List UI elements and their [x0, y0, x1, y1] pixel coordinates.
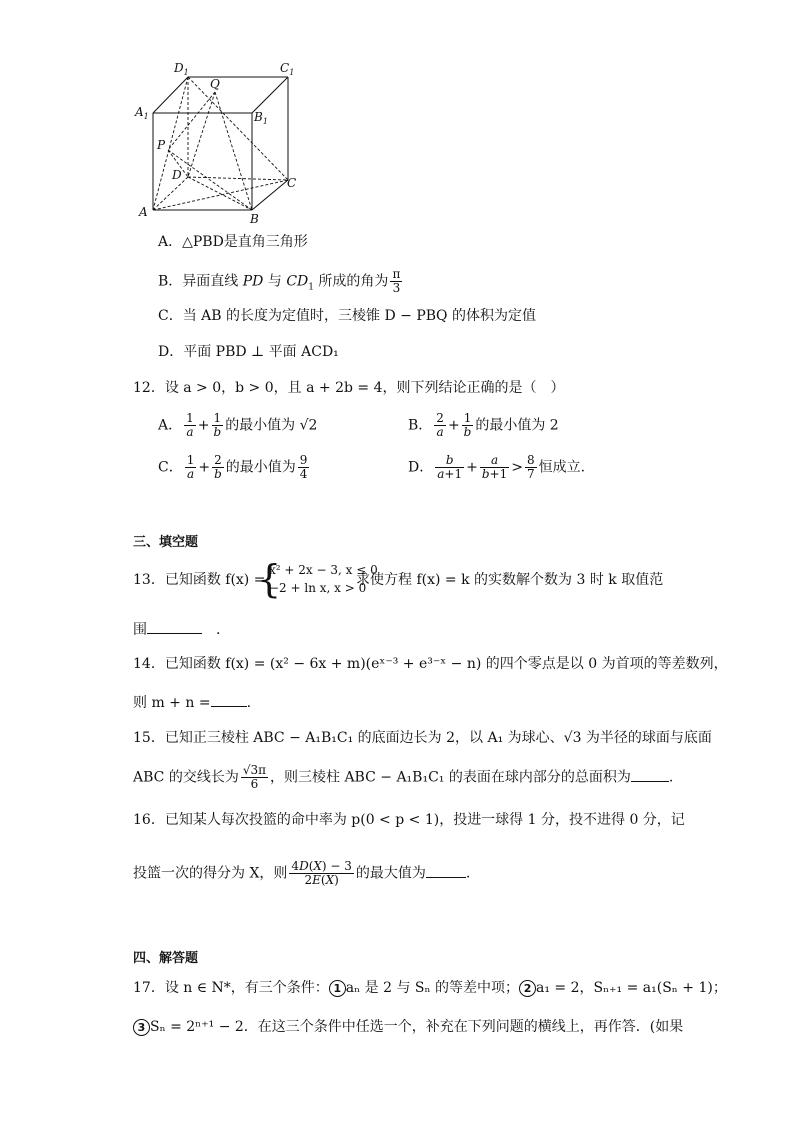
q17-line2: 3 Sₙ = 2ⁿ⁺¹ − 2．在这三个条件中任选一个，补充在下列问题的横线上，再作答．(如果	[133, 1017, 683, 1037]
section-heading-fill-in: 三、填空题	[133, 535, 199, 550]
q15-line1: 15．已知正三棱柱 ABC − A₁B₁C₁ 的底面边长为 2，以 A₁ 为球心、√3 为半径的球面与底面	[133, 730, 712, 746]
label-A: A	[139, 205, 148, 219]
q15-line2: ABC 的交线长为 $\frac{√3\pi}{6}$ ，则三棱柱 ABC − A₁B₁C₁ 的表面在球内部分的总面积为 .	[133, 763, 674, 791]
label-B1: $B_1$	[254, 110, 268, 126]
q14-line2: 则 m + n = .	[133, 692, 251, 713]
q17-line1: 17．设 n ∈ N*，有三个条件： 1 aₙ 是 2 与 Sₙ 的等差中项； 2 a₁ = 2，Sₙ₊₁ = a₁(Sₙ + 1)；	[133, 980, 727, 996]
q12-stem: 12．设 a > 0，b > 0，且 a + 2b = 4，则下列结论正确的是（ ）	[133, 380, 565, 396]
q14-line1: 14．已知函数 f(x) = (x² − 6x + m)(eˣ⁻³ + e³⁻ˣ − n) 的四个零点是以 0 为首项的等差数列，	[133, 656, 728, 672]
q11-option-d: D．平面 PBD ⊥ 平面 ACD₁	[158, 344, 339, 360]
answer-blank	[426, 863, 466, 878]
q12-option-d: D． $\frac{b}{a+1}$ + $\frac{a}{b+1}$ > $\frac{8}{7}$ 恒成立.	[408, 453, 586, 481]
q13-line1: 13．已知函数 f(x) =	[133, 572, 266, 588]
fraction-pi-3: $\frac{\pi}{3}$	[392, 267, 401, 295]
q13-line2: 围 .	[133, 619, 220, 640]
q13-line1-post: 求使方程 f(x) = k 的实数解个数为 3 时 k 取值范	[356, 572, 664, 588]
circled-number-2: 2	[519, 980, 536, 997]
answer-blank	[211, 692, 247, 707]
q12-option-a: A． $\frac{1}{a}$ + $\frac{1}{b}$ 的最小值为 √2	[158, 411, 318, 439]
q12-option-b: B． $\frac{2}{a}$ + $\frac{1}{b}$ 的最小值为 2	[408, 411, 559, 439]
label-A1: $A_1$	[135, 105, 149, 121]
q13-piecewise: x² + 2x − 3, x ≤ 0 −2 + ln x, x > 0	[269, 563, 378, 595]
label-B: B	[250, 212, 259, 226]
q11-option-b: B．异面直线 PD 与 $CD_1$ 所成的角为 $\frac{\pi}{3}$	[158, 267, 401, 295]
cube-figure	[130, 55, 305, 230]
q16-line2: 投篮一次的得分为 X，则 $\frac{4D(X) - 3}{2E(X)}$ 的最大值为 .	[133, 859, 471, 887]
circled-number-3: 3	[133, 1019, 150, 1036]
label-C: C	[287, 176, 297, 190]
q12-option-c: C． $\frac{1}{a}$ + $\frac{2}{b}$ 的最小值为 $\frac{9}{4}$	[158, 453, 308, 481]
label-Q: Q	[210, 77, 220, 91]
circled-number-1: 1	[329, 980, 346, 997]
piecewise-brace: {	[257, 557, 282, 601]
q11-option-c: C．当 AB 的长度为定值时，三棱锥 D − PBQ 的体积为定值	[158, 308, 536, 324]
q11-option-a: A．△PBD是直角三角形	[158, 234, 308, 250]
label-D1: $D_1$	[174, 61, 189, 77]
answer-blank	[631, 767, 669, 782]
section-heading-solutions: 四、解答题	[133, 951, 199, 966]
label-D: D	[172, 168, 182, 182]
q16-line1: 16．已知某人每次投篮的命中率为 p(0 < p < 1)，投进一球得 1 分，投不进得 0 分，记	[133, 812, 685, 828]
label-C1: $C_1$	[280, 61, 295, 77]
label-P: P	[157, 138, 166, 152]
answer-blank	[147, 619, 202, 634]
